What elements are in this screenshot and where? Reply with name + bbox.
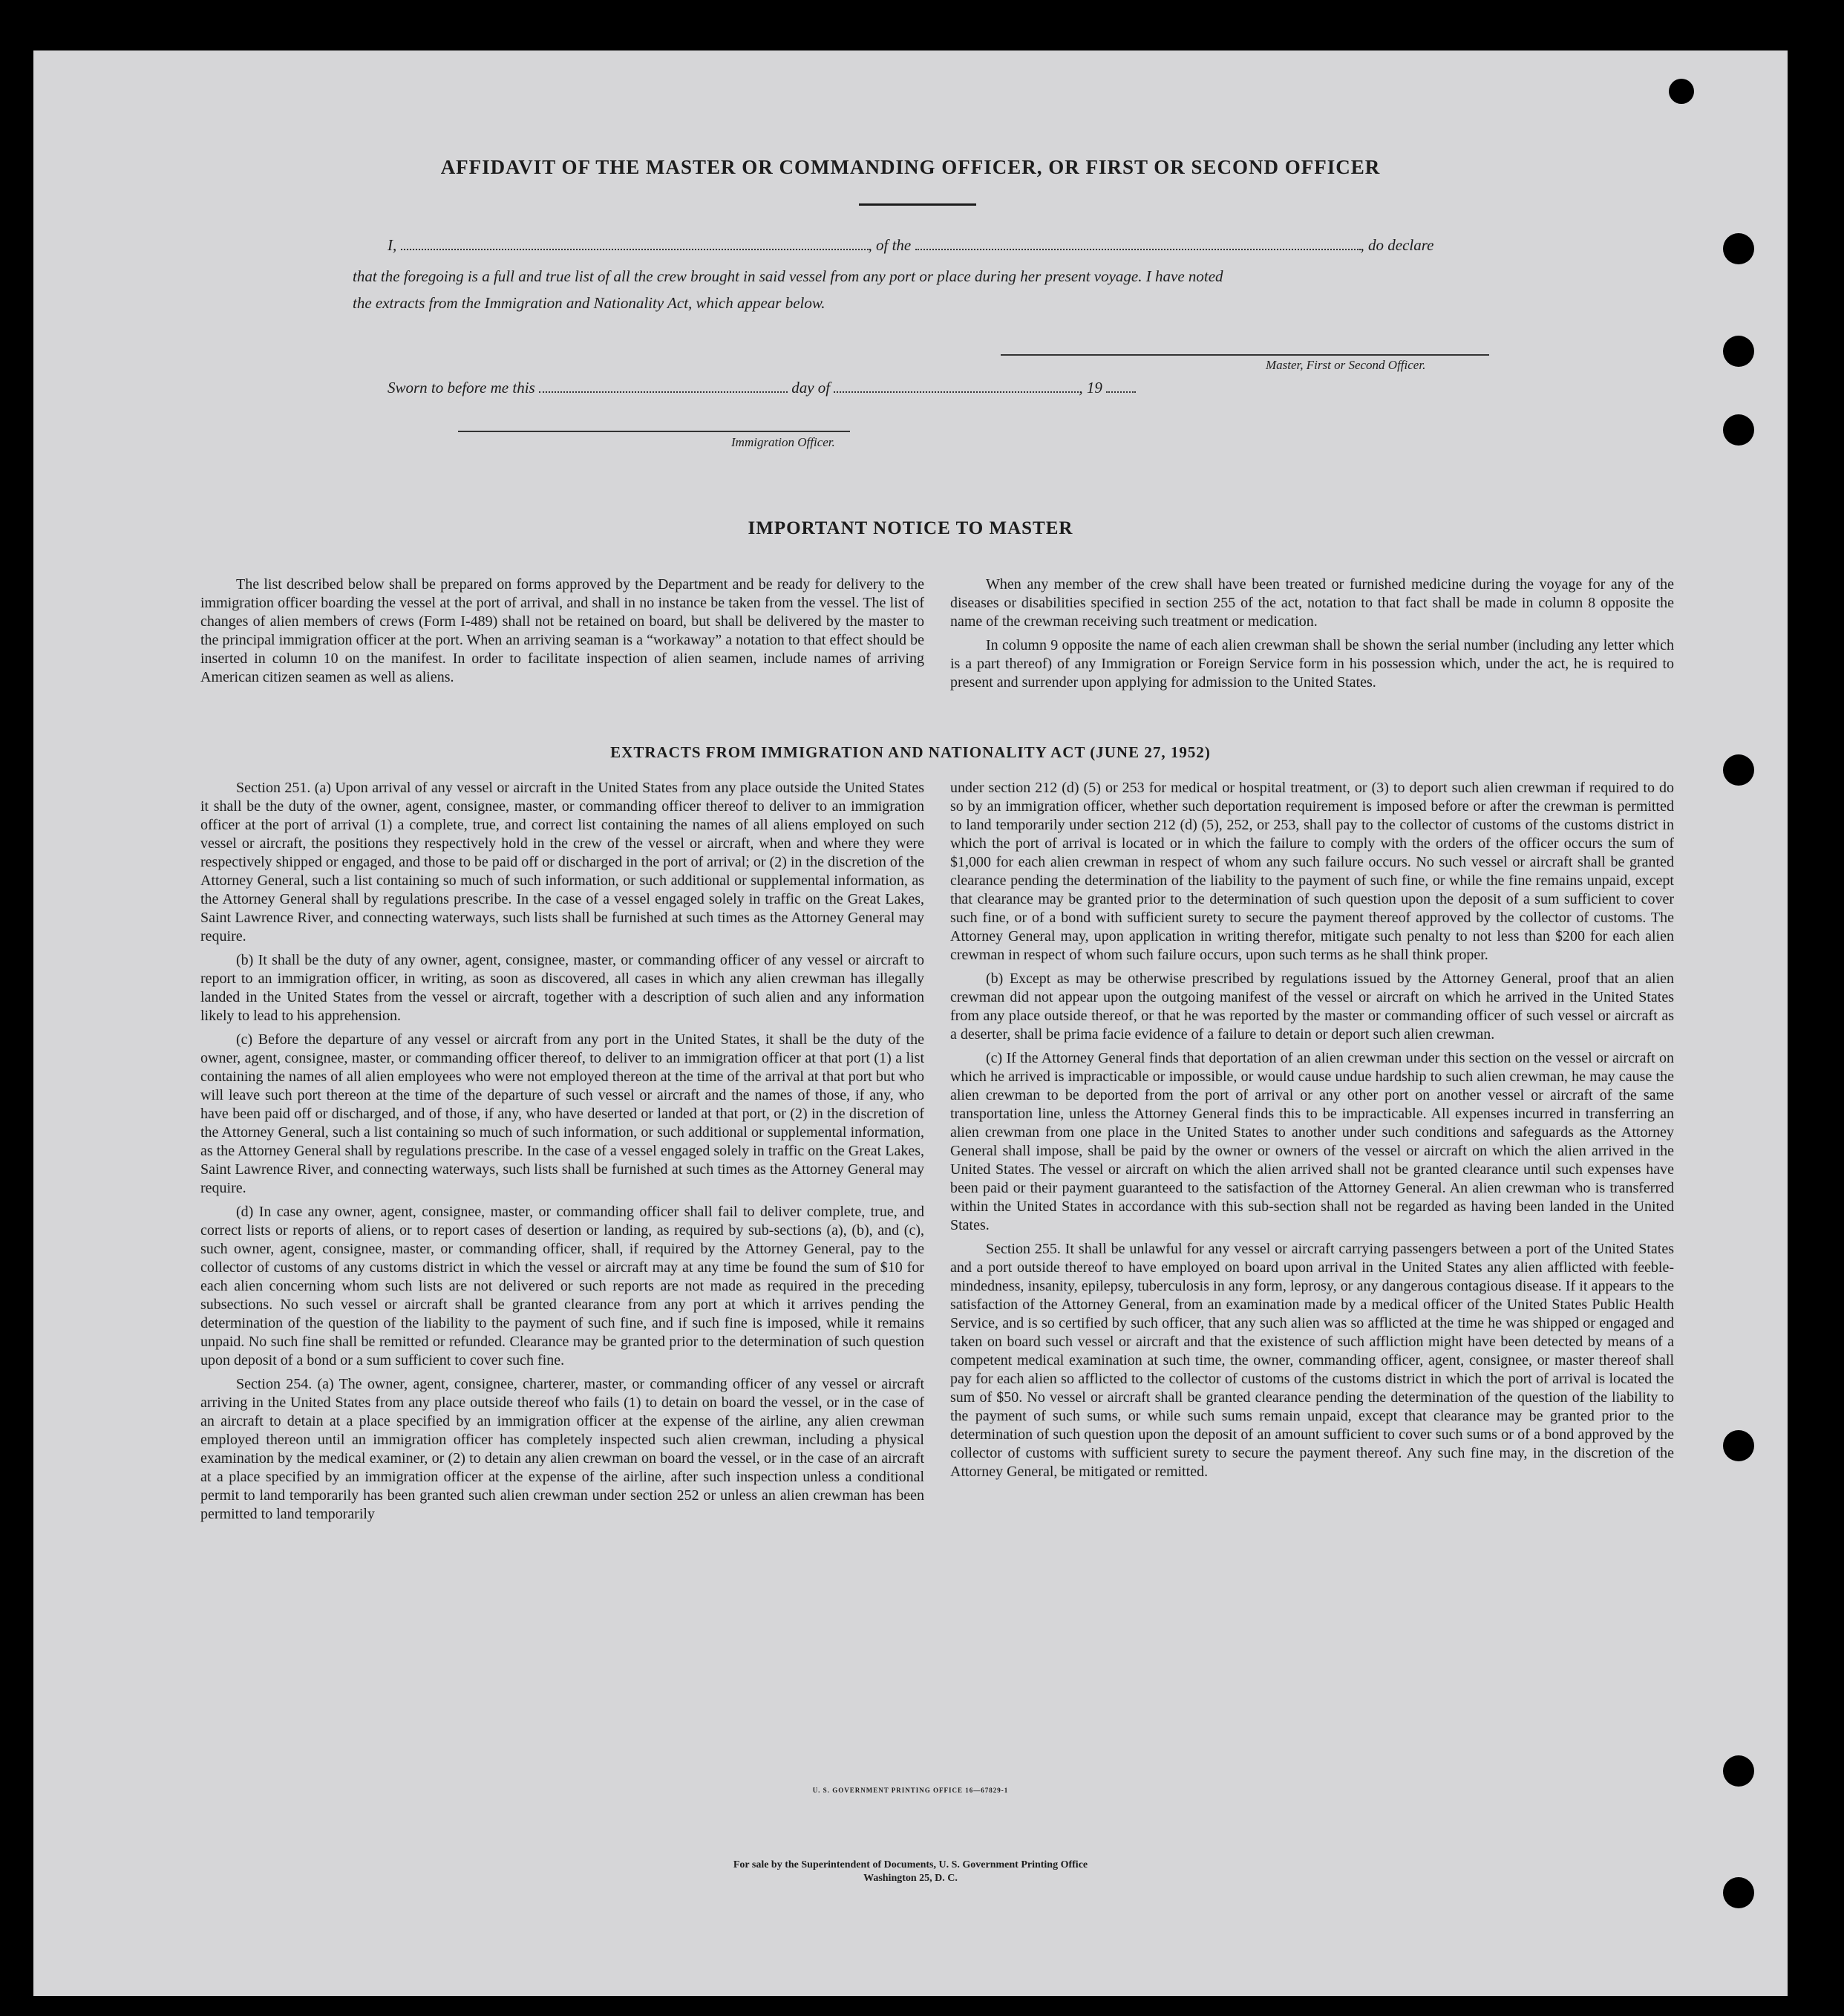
notice-paragraph: In column 9 opposite the name of each alien crewman shall be shown the serial number (including any letter which is a part thereof) of any Immigration or Foreign Service form in his possession which, under the act, he is required to present and surrender upon applying for admission to the United States. (950, 637, 1674, 691)
punch-hole (1723, 1430, 1754, 1461)
day-of-label: day of (791, 379, 831, 397)
notice-paragraph: When any member of the crew shall have been treated or furnished medicine during the voyage for any of the diseases or disabilities specified in section 255 of the act, notation to that fact shall be made in column 8 opposite the name of the crewman receiving such treatment or medication. (950, 576, 1674, 630)
section-251-a: Section 251. (a) Upon arrival of any vessel or aircraft in the United States from any place outside the United States it shall be the duty of the owner, agent, consignee, master, or commanding officer thereof to deliver to an immigration officer at the port of arrival (1) a complete, true, and correct list containing the names of all aliens employed on such vessel or aircraft, the positions they respectively hold in the crew of the vessel or aircraft, when and where they were respectively shipped or engaged, and those to be paid off or discharged in the port of arrival; or (2) in the discretion of the Attorney General, such a list containing so much of such information, or such additional or supplemental information, as the Attorney General shall by regulations prescribe. In the case of a vessel engaged solely in traffic on the Great Lakes, Saint Lawrence River, and connecting waterways, such lists shall be furnished at such times as the Attorney General may require. (200, 780, 924, 945)
sworn-month-field[interactable] (834, 381, 1079, 393)
sale-notice (33, 1859, 1788, 1885)
notice-paragraph: The list described below shall be prepared on forms approved by the Department and be ready for delivery to the immigration officer boarding the vessel at the port of arrival, and shall in no instance be taken from the vessel. The list of changes of alien members of crews (Form I-489) shall not be retained on board, but shall be delivered by the master to the principal immigration officer at the port. When an arriving seaman is a “workaway” a notation to that effect should be inserted in column 10 on the manifest. In order to facilitate inspection of alien seamen, include names of arriving American citizen seamen as well as aliens. (200, 576, 924, 685)
sworn-day-field[interactable] (539, 381, 788, 393)
sworn-line (388, 379, 1136, 397)
declaration-fill-line (388, 236, 1433, 255)
title-rule (859, 203, 976, 206)
section-251-c: (c) Before the departure of any vessel or aircraft from any port in the United States, it shall be the duty of the owner, agent, consignee, master, or commanding officer thereof, to deliver to an immigration officer at that port (1) a list containing the names of all alien employees who were not employed thereon at the time of the arrival at that port but who will leave such port thereon at the time of the departure of such vessel or aircraft and the names of those, if any, who have been paid off or discharged, and of those, if any, who have deserted or landed at that port, or (2) in the discretion of the Attorney General, such a list containing so much of such information, or such additional or supplemental information, as the Attorney General shall by regulations prescribe. In the case of a vessel engaged solely in traffic on the Great Lakes, Saint Lawrence River, and connecting waterways, such lists shall be furnished at such times as the Attorney General may require. (200, 1031, 924, 1196)
punch-hole (1723, 336, 1754, 367)
printing-office-code: U. S. GOVERNMENT PRINTING OFFICE 16—67829-1 (812, 1787, 1009, 1794)
section-255: Section 255. It shall be unlawful for any vessel or aircraft carrying passengers between a port of the United States and a port outside thereof to have employed on board upon arrival in the United States any alien afflicted with feeble-mindedness, insanity, epilepsy, tuberculosis in any form, leprosy, or any dangerous contagious disease. If it appears to the satisfaction of the Attorney General, from an examination made by a medical officer of the United States Public Health Service, and is so certified by such officer, that any such alien was so afflicted at the time he was shipped or engaged and taken on board such vessel or aircraft and that the existence of such affliction might have been detected by means of a competent medical examination at such time, the owner, commanding officer, agent, consignee, or master thereof shall pay for each alien so afflicted to the collector of customs of the customs district in which the port of arrival is located the sum of $50. No vessel or aircraft shall be granted clearance pending the determination of the question of the liability to the payment of such sums, or while such sums remain unpaid, except that clearance may be granted prior to the determination of such question upon the deposit of an amount sufficient to cover such sums or of a bond approved by the collector of customs with sufficient surety to secure the payment thereof. Any such fine may, in the discretion of the Attorney General, be mitigated or remitted. (950, 1241, 1674, 1480)
sworn-year-field[interactable] (1106, 381, 1136, 393)
notice-right-column (950, 575, 1674, 697)
section-254-c: (c) If the Attorney General finds that deportation of an alien crewman under this section on the vessel or aircraft on which he arrived is impracticable or impossible, or would cause undue hardship to such alien crewman, he may cause the alien crewman to be deported from the port of arrival or any other port on another vessel or aircraft of the same transportation line, unless the Attorney General finds this to be impracticable. All expenses incurred in transferring an alien crewman from one place in the United States to another under such conditions and safeguards as the Attorney General shall impose, shall be paid by the owner or owners of the vessel or aircraft on which the alien arrived in the United States. The vessel or aircraft on which the alien arrived shall not be granted clearance until such expenses have been paid or their payment guaranteed to the satisfaction of the Attorney General. An alien crewman who is transferred within the United States in accordance with this sub-section shall not be regarded as having been landed in the United States. (950, 1050, 1674, 1233)
year-prefix-label: , 19 (1079, 379, 1102, 397)
extracts-title: EXTRACTS FROM IMMIGRATION AND NATIONALITY ACT (JUNE 27, 1952) (610, 743, 1211, 761)
punch-hole (1669, 79, 1694, 104)
master-caption: Master, First or Second Officer. (1266, 358, 1426, 372)
declaration-text-1: that the foregoing is a full and true list of all the crew brought in said vessel from any port or place during her present voyage. I have noted (353, 267, 1223, 285)
i-label: I, (388, 236, 397, 254)
of-the-label: , of the (868, 236, 912, 254)
extracts-left-column (200, 779, 924, 1529)
sworn-label: Sworn to before me this (388, 379, 535, 397)
section-251-b: (b) It shall be the duty of any owner, agent, consignee, master, or commanding officer of any vessel or aircraft to report to an immigration officer, in writing, as soon as discovered, all cases in which any alien crewman has illegally landed in the United States from the vessel or aircraft, together with a description of such alien and any information likely to lead to his apprehension. (200, 952, 924, 1024)
sale-line-1: For sale by the Superintendent of Documents, U. S. Government Printing Office (733, 1859, 1088, 1870)
vessel-field[interactable] (915, 238, 1361, 250)
punch-hole (1723, 414, 1754, 446)
master-signature-line[interactable] (1001, 354, 1489, 356)
do-declare-label: , do declare (1360, 236, 1434, 254)
extracts-right-column (950, 779, 1674, 1487)
affidavit-title: AFFIDAVIT OF THE MASTER OR COMMANDING OFFICER, OR FIRST OR SECOND OFFICER (440, 156, 1381, 178)
name-field[interactable] (401, 238, 869, 250)
section-251-d: (d) In case any owner, agent, consignee, master, or commanding officer shall fail to deliver complete, true, and correct lists or reports of aliens, or to report cases of desertion or landing, as required by sub-sections (a), (b), and (c), such owner, agent, consignee, master, or commanding officer, shall, if required by the Attorney General, pay to the collector of customs of any customs district in which the vessel or aircraft may at any time be found the sum of $10 for each alien concerning whom such lists are not delivered or such reports are not made as required in the preceding subsections. No such vessel or aircraft shall be granted clearance from any port at which it arrives pending the determination of the question of the liability to the payment of such fine, and if such fine is imposed, while it remains unpaid. No such fine shall be remitted or refunded. Clearance may be granted prior to the determination of such question upon deposit of a bond or a sum sufficient to cover such fine. (200, 1204, 924, 1369)
notice-left-column (200, 575, 924, 692)
document-page (33, 50, 1788, 1996)
declaration-text-2: the extracts from the Immigration and Nationality Act, which appear below. (353, 294, 825, 312)
punch-hole (1723, 233, 1754, 264)
section-254-a: Section 254. (a) The owner, agent, consignee, charterer, master, or commanding officer of any vessel or aircraft arriving in the United States from any place outside thereof who fails (1) to detain on board the vessel, or in the case of an aircraft to detain at a place specified by an immigration officer at the expense of the airline, any alien crewman employed thereon until an immigration officer has completely inspected such alien crewman, including a physical examination by the medical examiner, or (2) to detain any alien crewman on board the vessel, or in the case of an aircraft at a place specified by an immigration officer at the expense of the airline, after such inspection unless a conditional permit to land temporarily has been granted such alien crewman under section 252 or unless an alien crewman has been permitted to land temporarily (200, 1376, 924, 1522)
punch-hole (1723, 1755, 1754, 1787)
officer-caption: Immigration Officer. (731, 435, 835, 449)
sale-line-2: Washington 25, D. C. (863, 1873, 958, 1884)
notice-title: IMPORTANT NOTICE TO MASTER (748, 518, 1073, 538)
officer-signature-line[interactable] (458, 431, 850, 432)
section-254-a-continued: under section 212 (d) (5) or 253 for medical or hospital treatment, or (3) to deport such alien crewman if required to do so by an immigration officer, whether such deportation requirement is imposed before or after the crewman is permitted to land temporarily under section 212 (d) (5), 252, or 253, shall pay to the collector of customs of the customs district in which the port of arrival is located or in which the failure to comply with the orders of the officer occurs the sum of $1,000 for each alien crewman in respect of whom any such failure occurs. No such vessel or aircraft shall be granted clearance pending the determination of the liability to the payment of such fine, or while the fine remains unpaid, except that clearance may be granted prior to the determination of such question upon the deposit of a sum sufficient to cover such fine, or of a bond with sufficient surety to secure the payment thereof approved by the collector of customs. The Attorney General may, upon application in writing therefor, mitigate such penalty to not less than $200 for each alien crewman in respect of whom such failure occurs, upon such terms as he shall think proper. (950, 780, 1674, 963)
section-254-b: (b) Except as may be otherwise prescribed by regulations issued by the Attorney General, proof that an alien crewman did not appear upon the outgoing manifest of the vessel or aircraft on which he arrived in the United States from any place outside thereof, or that he was reported by the master or commanding officer of such vessel or aircraft as a deserter, shall be prima facie evidence of a failure to detain or deport such alien crewman. (950, 971, 1674, 1043)
